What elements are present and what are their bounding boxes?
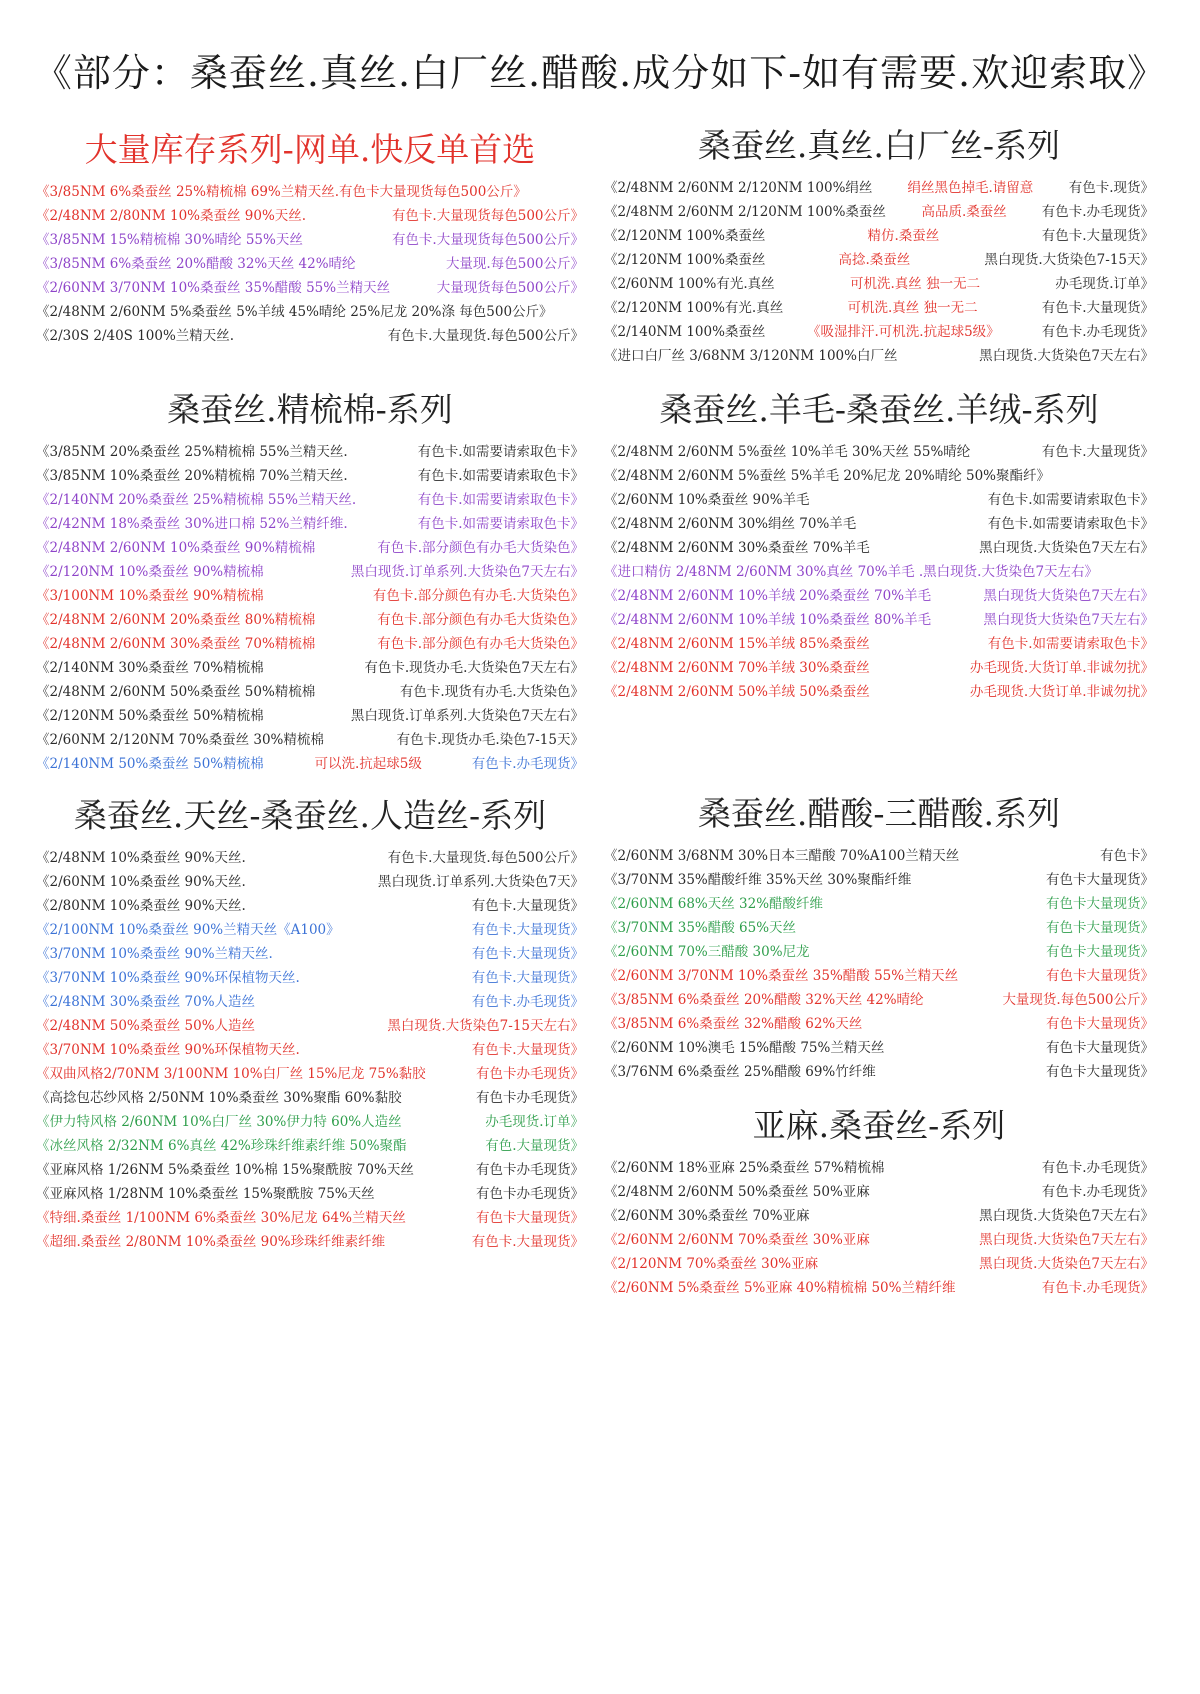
spec-composition: 《亚麻风格 1/26NM 5%桑蚕丝 10%棉 15%聚酰胺 70%天丝 (36, 1162, 414, 1178)
spec-availability: 有色卡.办毛现货》 (471, 756, 584, 772)
spec-composition: 《3/85NM 15%精梳棉 30%晴纶 55%天丝 (36, 232, 303, 248)
spec-row (604, 961, 1154, 985)
spec-row (36, 677, 584, 701)
spec-composition: 《3/70NM 35%醋酸 65%天丝 (604, 920, 797, 936)
spec-row (604, 221, 1154, 245)
spec-availability: 有色卡大量现货》 (1046, 920, 1154, 936)
spec-composition: 《2/48NM 2/60NM 10%羊绒 20%桑蚕丝 70%羊毛 (604, 588, 932, 604)
spec-composition: 《2/60NM 100%有光.真丝 (604, 276, 775, 292)
spec-row (36, 915, 584, 939)
spec-row (36, 1227, 584, 1251)
spec-availability: 有色卡办毛现货》 (476, 1162, 584, 1178)
spec-composition: 《2/120NM 10%桑蚕丝 90%精梳棉 (36, 564, 264, 580)
spec-availability: 黑白现货大货染色7天左右》 (983, 612, 1154, 628)
spec-composition: 《2/60NM 3/70NM 10%桑蚕丝 35%醋酸 55%兰精天丝 (604, 968, 959, 984)
spec-composition: 《2/120NM 100%桑蚕丝 (604, 228, 766, 244)
spec-composition: 《3/70NM 10%桑蚕丝 90%环保植物天丝. (36, 1042, 300, 1058)
spec-availability: 有色卡大量现货》 (1046, 1016, 1154, 1032)
spec-row (604, 1009, 1154, 1033)
spec-availability: 有色卡.如需要请索取色卡》 (417, 444, 584, 460)
spec-row (36, 509, 584, 533)
spec-composition: 《2/48NM 2/60NM 15%羊绒 85%桑蚕丝 (604, 636, 870, 652)
spec-availability: 大量现货每色500公斤》 (436, 280, 584, 296)
spec-composition: 《2/60NM 70%三醋酸 30%尼龙 (604, 944, 810, 960)
spec-row (604, 605, 1154, 629)
spec-availability: 黑白现货.大货染色7天左右》 (979, 1232, 1154, 1248)
spec-availability: 有色卡.部分颜色有办毛大货染色》 (377, 636, 584, 652)
spec-composition: 《2/120NM 100%有光.真丝 (604, 300, 784, 316)
spec-row (604, 889, 1154, 913)
spec-composition: 《2/48NM 2/60NM 50%羊绒 50%桑蚕丝 (604, 684, 870, 700)
spec-row (36, 297, 584, 321)
spec-availability: 有色卡.部分颜色有办毛.大货染色》 (372, 588, 584, 604)
spec-row (36, 939, 584, 963)
spec-feature: 高品质.桑蚕丝 (921, 204, 1007, 220)
spec-availability: 黑白现货.订单系列.大货染色7天》 (377, 874, 584, 890)
section-title: 桑蚕丝.羊毛-桑蚕丝.羊绒-系列 (659, 390, 1099, 429)
spec-row (36, 1059, 584, 1083)
spec-composition: 《进口白厂丝 3/68NM 3/120NM 100%白厂丝 (604, 348, 898, 364)
spec-row (604, 485, 1154, 509)
spec-availability: 有色卡.大量现货》 (471, 922, 584, 938)
spec-row (36, 749, 584, 773)
row-list (36, 177, 584, 345)
spec-row (36, 533, 584, 557)
spec-feature: 高捻.桑蚕丝 (838, 252, 911, 268)
spec-availability: 有色卡.办毛现货》 (1041, 1184, 1154, 1200)
spec-row (604, 1201, 1154, 1225)
spec-row (604, 1249, 1154, 1273)
spec-row (604, 865, 1154, 889)
spec-composition: 《3/70NM 35%醋酸纤维 35%天丝 30%聚酯纤维 (604, 872, 912, 888)
spec-row (36, 987, 584, 1011)
spec-row (36, 273, 584, 297)
spec-composition: 《2/120NM 100%桑蚕丝 (604, 252, 766, 268)
spec-row (36, 1035, 584, 1059)
spec-row (36, 1011, 584, 1035)
spec-availability: 有色卡.现货办毛.大货染色7天左右》 (364, 660, 584, 676)
spec-composition: 《2/60NM 3/70NM 10%桑蚕丝 35%醋酸 55%兰精天丝 (36, 280, 391, 296)
spec-feature: 精仿.桑蚕丝 (867, 228, 940, 244)
spec-row (604, 581, 1154, 605)
spec-composition: 《2/48NM 2/60NM 30%桑蚕丝 70%羊毛 (604, 540, 870, 556)
spec-composition: 《2/60NM 30%桑蚕丝 70%亚麻 (604, 1208, 810, 1224)
spec-row (604, 913, 1154, 937)
spec-availability: 有色卡.大量现货》 (1041, 444, 1154, 460)
spec-availability: 黑白现货.大货染色7天左右》 (979, 348, 1154, 364)
spec-availability: 有色卡.现货有办毛.大货染色》 (399, 684, 584, 700)
spec-composition: 《3/85NM 6%桑蚕丝 25%精梳棉 69%兰精天丝.有色卡大量现货每色500公斤》 (36, 184, 527, 200)
spec-composition: 《2/48NM 2/60NM 2/120NM 100%绢丝 (604, 180, 873, 196)
spec-row (604, 937, 1154, 961)
spec-row (604, 341, 1154, 365)
spec-feature: 《吸湿排汗.可机洗.抗起球5级》 (807, 324, 1000, 340)
spec-composition: 《冰丝风格 2/32NM 6%真丝 42%珍珠纤维素纤维 50%聚酯 (36, 1138, 407, 1154)
spec-row (604, 629, 1154, 653)
spec-composition: 《2/48NM 2/60NM 50%桑蚕丝 50%亚麻 (604, 1184, 870, 1200)
spec-composition: 《3/70NM 10%桑蚕丝 90%兰精天丝. (36, 946, 273, 962)
spec-composition: 《2/120NM 70%桑蚕丝 30%亚麻 (604, 1256, 819, 1272)
spec-composition: 《超细.桑蚕丝 2/80NM 10%桑蚕丝 90%珍珠纤维素纤维 (36, 1234, 386, 1250)
spec-composition: 《2/48NM 2/60NM 70%羊绒 30%桑蚕丝 (604, 660, 870, 676)
row-list (604, 1153, 1154, 1297)
spec-row (36, 891, 584, 915)
spec-composition: 《2/60NM 10%桑蚕丝 90%羊毛 (604, 492, 810, 508)
spec-availability: 有色卡.部分颜色有办毛大货染色》 (377, 540, 584, 556)
spec-row (36, 201, 584, 225)
spec-composition: 《2/140NM 100%桑蚕丝 (604, 324, 766, 340)
spec-availability: 有色卡.办毛现货》 (1041, 324, 1154, 340)
spec-row (36, 225, 584, 249)
spec-availability: 有色卡.如需要请索取色卡》 (417, 492, 584, 508)
spec-row (604, 653, 1154, 677)
spec-availability: 有色卡.大量现货》 (471, 946, 584, 962)
spec-row (36, 867, 584, 891)
spec-availability: 有色卡.如需要请索取色卡》 (417, 468, 584, 484)
row-list (604, 437, 1154, 701)
spec-row (604, 461, 1154, 485)
spec-row (36, 1155, 584, 1179)
spec-composition: 《2/60NM 18%亚麻 25%桑蚕丝 57%精梳棉 (604, 1160, 885, 1176)
section-title: 亚麻.桑蚕丝-系列 (752, 1106, 1006, 1145)
spec-availability: 黑白现货.大货染色7-15天左右》 (387, 1018, 584, 1034)
spec-row (604, 1057, 1154, 1081)
spec-availability: 办毛现货.大货订单.非诚勿扰》 (969, 660, 1154, 676)
spec-composition: 《2/120NM 50%桑蚕丝 50%精梳棉 (36, 708, 264, 724)
spec-availability: 有色卡.现货》 (1068, 180, 1154, 196)
spec-composition: 《2/60NM 10%澳毛 15%醋酸 75%兰精天丝 (604, 1040, 885, 1056)
spec-row (36, 1083, 584, 1107)
spec-composition: 《2/60NM 3/68NM 30%日本三醋酸 70%A100兰精天丝 (604, 848, 960, 864)
spec-availability: 办毛现货.订单》 (485, 1114, 584, 1130)
spec-availability: 有色卡.大量现货》 (1041, 228, 1154, 244)
spec-row (36, 581, 584, 605)
spec-availability: 有色卡办毛现货》 (476, 1066, 584, 1082)
spec-row (604, 437, 1154, 461)
spec-composition: 《3/85NM 6%桑蚕丝 32%醋酸 62%天丝 (604, 1016, 863, 1032)
spec-composition: 《3/85NM 6%桑蚕丝 20%醋酸 32%天丝 42%晴纶 (36, 256, 356, 272)
section-title: 桑蚕丝.精梳棉-系列 (167, 390, 453, 429)
spec-row (604, 1153, 1154, 1177)
spec-row (604, 533, 1154, 557)
spec-availability: 有色卡.如需要请索取色卡》 (417, 516, 584, 532)
section-title: 桑蚕丝.醋酸-三醋酸.系列 (697, 794, 1061, 833)
spec-row (604, 1225, 1154, 1249)
spec-composition: 《2/48NM 2/60NM 30%绢丝 70%羊毛 (604, 516, 857, 532)
spec-composition: 《2/48NM 2/60NM 50%桑蚕丝 50%精梳棉 (36, 684, 316, 700)
spec-availability: 有色卡.办毛现货》 (1041, 1280, 1154, 1296)
spec-composition: 《2/100NM 10%桑蚕丝 90%兰精天丝《A100》 (36, 922, 340, 938)
spec-composition: 《3/85NM 10%桑蚕丝 20%精梳棉 70%兰精天丝. (36, 468, 348, 484)
spec-row (604, 269, 1154, 293)
spec-composition: 《3/85NM 20%桑蚕丝 25%精梳棉 55%兰精天丝. (36, 444, 348, 460)
spec-availability: 有色卡.大量现货每色500公斤》 (391, 232, 584, 248)
spec-composition: 《2/140NM 30%桑蚕丝 70%精梳棉 (36, 660, 264, 676)
spec-row (36, 963, 584, 987)
spec-availability: 有色卡大量现货》 (1046, 944, 1154, 960)
spec-availability: 黑白现货.大货染色7天左右》 (979, 1256, 1154, 1272)
section-linen-silk (604, 1100, 1154, 1297)
spec-composition: 《2/48NM 2/60NM 20%桑蚕丝 80%精梳棉 (36, 612, 316, 628)
spec-row (604, 1273, 1154, 1297)
spec-availability: 有色卡.大量现货》 (471, 970, 584, 986)
spec-composition: 《高捻包芯纱风格 2/50NM 10%桑蚕丝 30%聚酯 60%黏胶 (36, 1090, 402, 1106)
spec-availability: 黑白现货.订单系列.大货染色7天左右》 (350, 708, 584, 724)
spec-availability: 有色卡.现货办毛.染色7-15天》 (396, 732, 584, 748)
spec-row (604, 1033, 1154, 1057)
spec-availability: 有色卡大量现货》 (1046, 896, 1154, 912)
spec-availability: 有色卡.部分颜色有办毛大货染色》 (377, 612, 584, 628)
spec-row (604, 317, 1154, 341)
spec-composition: 《2/60NM 68%天丝 32%醋酸纤维 (604, 896, 824, 912)
spec-composition: 《2/60NM 10%桑蚕丝 90%天丝. (36, 874, 246, 890)
spec-availability: 有色卡大量现货》 (1046, 1040, 1154, 1056)
spec-row (36, 701, 584, 725)
page-title: 《部分：桑蚕丝.真丝.白厂丝.醋酸.成分如下-如有需要.欢迎索取》 (33, 51, 1167, 95)
spec-row (36, 557, 584, 581)
spec-composition: 《2/140NM 20%桑蚕丝 25%精梳棉 55%兰精天丝. (36, 492, 357, 508)
spec-row (604, 1177, 1154, 1201)
spec-availability: 有色卡办毛现货》 (476, 1186, 584, 1202)
spec-row (604, 173, 1154, 197)
spec-composition: 《2/48NM 2/60NM 5%蚕丝 10%羊毛 30%天丝 55%晴纶 (604, 444, 971, 460)
spec-row (36, 1131, 584, 1155)
spec-composition: 《2/48NM 2/60NM 5%蚕丝 5%羊毛 20%尼龙 20%晴纶 50%聚酯纤》 (604, 468, 1051, 484)
spec-row (604, 509, 1154, 533)
spec-composition: 《2/48NM 2/60NM 2/120NM 100%桑蚕丝 (604, 204, 886, 220)
spec-row (604, 985, 1154, 1009)
spec-composition: 《2/42NM 18%桑蚕丝 30%进口棉 52%兰精纤维. (36, 516, 348, 532)
spec-composition: 《2/60NM 2/120NM 70%桑蚕丝 30%精梳棉 (36, 732, 324, 748)
spec-composition: 《2/48NM 2/80NM 10%桑蚕丝 90%天丝. (36, 208, 307, 224)
spec-composition: 《2/48NM 2/60NM 10%桑蚕丝 90%精梳棉 (36, 540, 316, 556)
spec-row (36, 485, 584, 509)
spec-composition: 《2/30S 2/40S 100%兰精天丝. (36, 328, 235, 344)
row-list (36, 843, 584, 1251)
spec-availability: 有色卡.大量现货.每色500公斤》 (387, 850, 584, 866)
spec-composition: 《2/60NM 5%桑蚕丝 5%亚麻 40%精梳棉 50%兰精纤维 (604, 1280, 956, 1296)
spec-availability: 有色卡大量现货》 (476, 1210, 584, 1226)
spec-composition: 《2/48NM 2/60NM 30%桑蚕丝 70%精梳棉 (36, 636, 316, 652)
spec-availability: 有色卡大量现货》 (1046, 872, 1154, 888)
spec-row (36, 437, 584, 461)
spec-availability: 有色卡.办毛现货》 (1041, 204, 1154, 220)
spec-availability: 大量现货.每色500公斤》 (1002, 992, 1154, 1008)
row-list (36, 437, 584, 773)
spec-row (604, 557, 1154, 581)
spec-row (36, 629, 584, 653)
section-silk-wool (604, 384, 1154, 701)
spec-availability: 有色卡.大量现货》 (471, 898, 584, 914)
section-silk-tencel (36, 790, 584, 1251)
row-list (604, 841, 1154, 1081)
spec-row (36, 653, 584, 677)
spec-composition: 《进口精仿 2/48NM 2/60NM 30%真丝 70%羊毛 .黑白现货.大货染色7天左右》 (604, 564, 1099, 580)
spec-row (36, 605, 584, 629)
spec-row (604, 841, 1154, 865)
spec-composition: 《2/48NM 50%桑蚕丝 50%人造丝 (36, 1018, 256, 1034)
spec-availability: 有色卡.大量现货》 (471, 1042, 584, 1058)
spec-availability: 有色卡.如需要请索取色卡》 (987, 516, 1154, 532)
spec-availability: 有色卡办毛现货》 (476, 1090, 584, 1106)
spec-composition: 《3/85NM 6%桑蚕丝 20%醋酸 32%天丝 42%晴纶 (604, 992, 924, 1008)
spec-availability: 有色卡.如需要请索取色卡》 (987, 492, 1154, 508)
spec-availability: 有色卡.如需要请索取色卡》 (987, 636, 1154, 652)
spec-composition: 《3/76NM 6%桑蚕丝 25%醋酸 69%竹纤维 (604, 1064, 876, 1080)
spec-availability: 黑白现货.订单系列.大货染色7天左右》 (350, 564, 584, 580)
section-title: 桑蚕丝.真丝.白厂丝-系列 (697, 126, 1061, 165)
spec-feature: 可机洗.真丝 独一无二 (850, 276, 981, 292)
spec-composition: 《2/140NM 50%桑蚕丝 50%精梳棉 (36, 756, 264, 772)
spec-availability: 办毛现货.大货订单.非诚勿扰》 (969, 684, 1154, 700)
spec-row (604, 677, 1154, 701)
spec-composition: 《2/48NM 30%桑蚕丝 70%人造丝 (36, 994, 256, 1010)
spec-row (36, 1203, 584, 1227)
spec-row (36, 461, 584, 485)
spec-availability: 有色卡.办毛现货》 (1041, 1160, 1154, 1176)
section-silk-cotton (36, 384, 584, 773)
spec-availability: 黑白现货.大货染色7天左右》 (979, 540, 1154, 556)
spec-row (36, 1179, 584, 1203)
spec-feature: 可机洗.真丝 独一无二 (847, 300, 978, 316)
spec-row (36, 249, 584, 273)
spec-feature: 可以洗.抗起球5级 (314, 756, 422, 772)
spec-availability: 黑白现货.大货染色7天左右》 (979, 1208, 1154, 1224)
spec-row (36, 725, 584, 749)
section-title: 大量库存系列-网单.快反单首选 (84, 130, 536, 169)
spec-availability: 有色卡.大量现货》 (471, 1234, 584, 1250)
section-title: 桑蚕丝.天丝-桑蚕丝.人造丝-系列 (73, 796, 547, 835)
spec-availability: 办毛现货.订单》 (1055, 276, 1154, 292)
spec-availability: 有色卡.大量现货.每色500公斤》 (387, 328, 584, 344)
spec-composition: 《亚麻风格 1/28NM 10%桑蚕丝 15%聚酰胺 75%天丝 (36, 1186, 375, 1202)
spec-availability: 有色卡大量现货》 (1046, 968, 1154, 984)
spec-availability: 有色卡》 (1100, 848, 1154, 864)
spec-row (36, 1107, 584, 1131)
spec-composition: 《2/60NM 2/60NM 70%桑蚕丝 30%亚麻 (604, 1232, 870, 1248)
spec-availability: 大量现.每色500公斤》 (445, 256, 584, 272)
spec-composition: 《双曲风格2/70NM 3/100NM 10%白厂丝 15%尼龙 75%黏胶 (36, 1066, 426, 1082)
spec-composition: 《伊力特风格 2/60NM 10%白厂丝 30%伊力特 60%人造丝 (36, 1114, 402, 1130)
spec-row (604, 293, 1154, 317)
spec-composition: 《3/70NM 10%桑蚕丝 90%环保植物天丝. (36, 970, 300, 986)
section-silk (604, 120, 1154, 365)
spec-row (36, 321, 584, 345)
section-inventory (36, 124, 584, 345)
row-list (604, 173, 1154, 365)
spec-composition: 《2/48NM 2/60NM 5%桑蚕丝 5%羊绒 45%晴纶 25%尼龙 20%涤 每色500公斤》 (36, 304, 553, 320)
spec-availability: 有色.大量现货》 (485, 1138, 584, 1154)
spec-row (604, 197, 1154, 221)
spec-row (604, 245, 1154, 269)
spec-row (36, 177, 584, 201)
spec-composition: 《3/100NM 10%桑蚕丝 90%精梳棉 (36, 588, 264, 604)
spec-availability: 有色卡.大量现货每色500公斤》 (391, 208, 584, 224)
spec-feature: 绢丝黑色掉毛.请留意 (907, 180, 1034, 196)
spec-availability: 黑白现货大货染色7天左右》 (983, 588, 1154, 604)
spec-composition: 《2/48NM 10%桑蚕丝 90%天丝. (36, 850, 246, 866)
spec-availability: 有色卡大量现货》 (1046, 1064, 1154, 1080)
spec-availability: 有色卡.大量现货》 (1041, 300, 1154, 316)
spec-composition: 《2/48NM 2/60NM 10%羊绒 10%桑蚕丝 80%羊毛 (604, 612, 932, 628)
spec-composition: 《特细.桑蚕丝 1/100NM 6%桑蚕丝 30%尼龙 64%兰精天丝 (36, 1210, 406, 1226)
spec-availability: 有色卡.办毛现货》 (471, 994, 584, 1010)
section-silk-acetate (604, 788, 1154, 1081)
spec-composition: 《2/80NM 10%桑蚕丝 90%天丝. (36, 898, 246, 914)
spec-availability: 黑白现货.大货染色7-15天》 (984, 252, 1154, 268)
spec-row (36, 843, 584, 867)
